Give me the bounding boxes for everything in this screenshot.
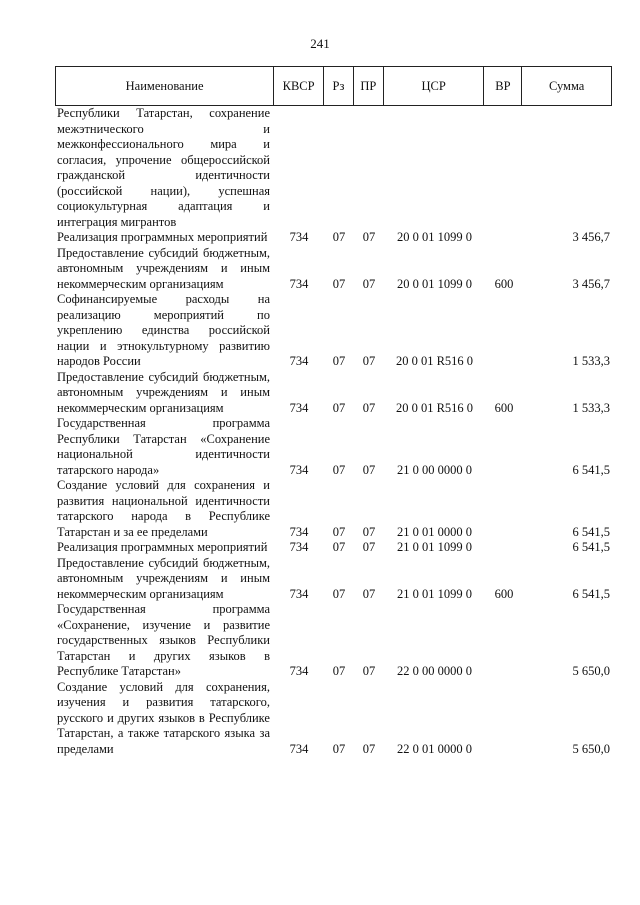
row-rz: 07 [332, 540, 346, 554]
row-kvsr: 734 [289, 664, 309, 678]
header-sum: Сумма [548, 78, 585, 93]
table-row [55, 370, 612, 417]
row-name: Реализация программных мероприятий [57, 230, 268, 244]
header-rz: Рз [324, 67, 354, 105]
table-row [55, 478, 612, 540]
table-row [55, 540, 612, 556]
row-name: Создание условий для сохранения, изучения и развития татарского, русского и других языков в Республике Татарстан, а также татарского языка за пределами [57, 679, 270, 756]
row-name: Реализация программных мероприятий [57, 540, 268, 554]
row-sum: 1 533,3 [572, 354, 610, 368]
row-kvsr: 734 [289, 524, 309, 539]
row-csr: 20 0 01 1099 0 [397, 230, 472, 244]
row-rz: 07 [332, 586, 346, 601]
row-rz: 07 [332, 524, 346, 539]
row-vr: 600 [494, 276, 514, 291]
row-pr: 07 [362, 540, 376, 554]
row-sum: 6 541,5 [572, 462, 610, 477]
row-vr: 600 [494, 586, 514, 601]
row-kvsr: 734 [289, 462, 309, 477]
budget-table [55, 66, 612, 757]
row-kvsr: 734 [289, 741, 309, 756]
row-pr: 07 [362, 462, 376, 477]
header-csr: ЦСР [384, 67, 485, 105]
row-sum: 6 541,5 [572, 586, 610, 601]
table-row [55, 246, 612, 293]
row-sum: 1 533,3 [572, 400, 610, 415]
row-vr: 600 [494, 400, 514, 415]
row-name: Государственная программа Республики Татарстан «Сохранение национальной идентичности татарского народа» [57, 416, 270, 477]
row-kvsr: 734 [289, 230, 309, 244]
row-rz: 07 [332, 354, 346, 368]
row-name: Софинансируемые расходы на реализацию мероприятий по укреплению единства российской нации и этнокультурному развитию народов России [57, 292, 270, 368]
row-kvsr: 734 [289, 540, 309, 554]
table-header [55, 66, 612, 106]
row-rz: 07 [332, 462, 346, 477]
row-csr: 22 0 01 0000 0 [397, 741, 472, 756]
row-csr: 21 0 01 0000 0 [397, 524, 472, 539]
row-pr: 07 [362, 664, 376, 678]
row-kvsr: 734 [289, 276, 309, 291]
table-body [55, 106, 612, 757]
row-csr: 21 0 01 1099 0 [397, 540, 472, 554]
row-pr: 07 [362, 741, 376, 756]
row-rz: 07 [332, 276, 346, 291]
table-row [55, 292, 612, 370]
row-sum: 6 541,5 [572, 524, 610, 539]
table-row [55, 416, 612, 478]
page-number: 241 [310, 36, 330, 51]
row-csr: 20 0 01 1099 0 [397, 276, 472, 291]
row-kvsr: 734 [289, 354, 309, 368]
row-name: Предоставление субсидий бюджетным, автономным учреждениям и иным некоммерческим организациям [57, 245, 270, 291]
row-pr: 07 [362, 400, 376, 415]
row-kvsr: 734 [289, 400, 309, 415]
table-row [55, 556, 612, 603]
table-row [55, 680, 612, 758]
row-pr: 07 [362, 524, 376, 539]
row-pr: 07 [362, 276, 376, 291]
row-pr: 07 [362, 230, 376, 244]
header-name: Наименование [56, 67, 274, 105]
header-vr: ВР [484, 67, 522, 105]
row-name: Государственная программа «Сохранение, изучение и развитие государственных языков Республики Татарстан и других языков в Республике Татарстан» [57, 602, 270, 678]
row-rz: 07 [332, 400, 346, 415]
row-rz: 07 [332, 664, 346, 678]
table-row [55, 106, 612, 230]
header-kvsr: КВСР [274, 67, 324, 105]
header-pr: ПР [354, 67, 384, 105]
row-name: Предоставление субсидий бюджетным, автономным учреждениям и иным некоммерческим организациям [57, 555, 270, 601]
row-csr: 21 0 00 0000 0 [397, 462, 472, 477]
row-sum: 3 456,7 [572, 276, 610, 291]
row-name: Создание условий для сохранения и развития национальной идентичности татарского народа в Республике Татарстан и за ее пределами [57, 478, 270, 539]
row-sum: 3 456,7 [572, 230, 610, 244]
row-sum: 5 650,0 [572, 741, 610, 756]
row-csr: 20 0 01 R516 0 [395, 400, 474, 415]
row-sum: 5 650,0 [572, 664, 610, 678]
row-rz: 07 [332, 230, 346, 244]
row-csr: 21 0 01 1099 0 [397, 586, 472, 601]
row-rz: 07 [332, 741, 346, 756]
row-csr: 20 0 01 R516 0 [395, 354, 474, 368]
row-sum: 6 541,5 [572, 540, 610, 554]
row-pr: 07 [362, 586, 376, 601]
table-row [55, 230, 612, 246]
row-csr: 22 0 00 0000 0 [397, 664, 472, 678]
row-kvsr: 734 [289, 586, 309, 601]
row-pr: 07 [362, 354, 376, 368]
row-name: Республики Татарстан, сохранение межэтнического и межконфессионального мира и согласия, упрочение общероссийской гражданской идентичности (российской нации), успешная социокультурная адаптация и интеграция мигрантов [57, 106, 270, 229]
table-row [55, 602, 612, 680]
row-name: Предоставление субсидий бюджетным, автономным учреждениям и иным некоммерческим организациям [57, 369, 270, 415]
